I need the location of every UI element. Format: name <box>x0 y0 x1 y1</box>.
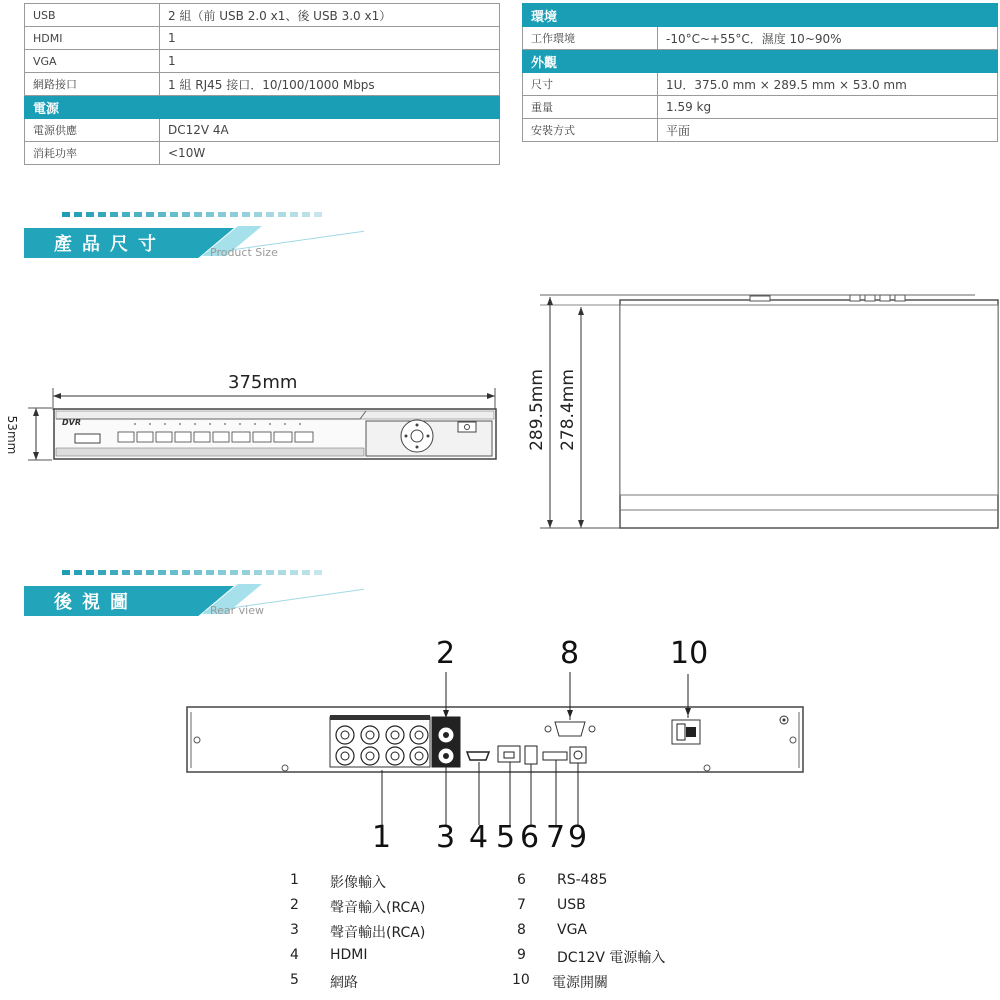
header-dot <box>206 212 214 217</box>
spec-section-title: 環境 <box>523 4 998 27</box>
spec-row <box>523 119 998 142</box>
header-dot <box>218 212 226 217</box>
spec-key: 工作環境 <box>523 27 658 50</box>
spec-value: -10°C~+55°C．濕度 10~90% <box>658 27 998 50</box>
header-dot <box>242 212 250 217</box>
header-dot <box>314 570 322 575</box>
height-dimension-label: 53mm <box>5 415 19 455</box>
header-dot <box>158 570 166 575</box>
spec-table-left <box>24 3 500 165</box>
header-dot <box>218 570 226 575</box>
header-dot <box>86 570 94 575</box>
spec-key: 重量 <box>523 96 658 119</box>
spec-value: <10W <box>160 142 500 165</box>
spec-row <box>523 96 998 119</box>
callout-2: 2 <box>436 636 456 671</box>
depth-outer-label: 289.5mm <box>527 369 547 451</box>
header-dot <box>74 212 82 217</box>
callout-7: 7 <box>546 820 566 855</box>
product-size-header <box>24 212 364 282</box>
header-dot <box>86 212 94 217</box>
header-dot <box>302 212 310 217</box>
spec-value: 2 組（前 USB 2.0 x1、後 USB 3.0 x1） <box>160 4 500 27</box>
spec-value: 1 <box>160 27 500 50</box>
spec-key: VGA <box>25 50 160 73</box>
header-dot <box>182 212 190 217</box>
spec-row <box>523 73 998 96</box>
callout-1: 1 <box>372 820 392 855</box>
spec-value: 1U．375.0 mm × 289.5 mm × 53.0 mm <box>658 73 998 96</box>
spec-value: 1.59 kg <box>658 96 998 119</box>
callout-3: 3 <box>436 820 456 855</box>
header-dot <box>266 212 274 217</box>
header-dot <box>146 212 154 217</box>
header-dot <box>62 212 70 217</box>
header-dot <box>266 570 274 575</box>
header-dot <box>134 570 142 575</box>
spec-value: 1 <box>160 50 500 73</box>
callout-10: 10 <box>670 636 709 671</box>
callout-5: 5 <box>496 820 516 855</box>
header-dot <box>122 570 130 575</box>
spec-section-title: 電源 <box>25 96 500 119</box>
header-dot <box>254 212 262 217</box>
callout-9: 9 <box>568 820 588 855</box>
header-dot <box>230 570 238 575</box>
spec-row <box>25 73 500 96</box>
header-dot <box>110 212 118 217</box>
spec-row <box>25 50 500 73</box>
spec-value: DC12V 4A <box>160 119 500 142</box>
header-dot <box>278 212 286 217</box>
section-subtitle: Rear view <box>210 604 265 617</box>
header-dots <box>62 570 322 575</box>
spec-value: 1 組 RJ45 接口．10/100/1000 Mbps <box>160 73 500 96</box>
header-dot <box>158 212 166 217</box>
header-dot <box>170 212 178 217</box>
spec-key: 電源供應 <box>25 119 160 142</box>
section-title: 後視圖 <box>54 592 138 613</box>
callout-8: 8 <box>560 636 580 671</box>
spec-key: 消耗功率 <box>25 142 160 165</box>
spec-section-header <box>25 96 500 119</box>
header-dot <box>290 570 298 575</box>
spec-value: 平面 <box>658 119 998 142</box>
spec-key: USB <box>25 4 160 27</box>
header-dot <box>122 212 130 217</box>
rear-view-header <box>24 570 364 640</box>
callout-4: 4 <box>469 820 489 855</box>
spec-row <box>523 27 998 50</box>
header-dot <box>194 212 202 217</box>
header-dot <box>302 570 310 575</box>
top-view-drawing <box>520 285 1000 535</box>
header-dot <box>290 212 298 217</box>
header-dot <box>134 212 142 217</box>
spec-row <box>25 119 500 142</box>
header-dot <box>98 570 106 575</box>
spec-key: HDMI <box>25 27 160 50</box>
spec-row <box>25 142 500 165</box>
spec-key: 網路接口 <box>25 73 160 96</box>
section-subtitle: Product Size <box>210 246 278 259</box>
header-dot <box>242 570 250 575</box>
spec-key: 安裝方式 <box>523 119 658 142</box>
spec-section-header <box>523 4 998 27</box>
header-dot <box>278 570 286 575</box>
header-dot <box>62 570 70 575</box>
spec-row <box>25 4 500 27</box>
spec-section-title: 外觀 <box>523 50 998 73</box>
spec-section-header <box>523 50 998 73</box>
depth-inner-label: 278.4mm <box>558 369 578 451</box>
header-dot <box>74 570 82 575</box>
header-dot <box>110 570 118 575</box>
front-brand-logo: DVR <box>62 418 81 427</box>
header-dot <box>194 570 202 575</box>
header-dot <box>146 570 154 575</box>
header-dot <box>182 570 190 575</box>
spec-table-right <box>522 3 998 142</box>
header-dot <box>314 212 322 217</box>
width-dimension-label: 375mm <box>228 372 298 393</box>
section-title: 產品尺寸 <box>54 234 166 255</box>
header-dot <box>170 570 178 575</box>
header-dot <box>206 570 214 575</box>
header-dot <box>230 212 238 217</box>
spec-key: 尺寸 <box>523 73 658 96</box>
header-dot <box>254 570 262 575</box>
header-dot <box>98 212 106 217</box>
header-dots <box>62 212 322 217</box>
callout-6: 6 <box>520 820 540 855</box>
front-view-drawing <box>0 380 500 480</box>
spec-row <box>25 27 500 50</box>
